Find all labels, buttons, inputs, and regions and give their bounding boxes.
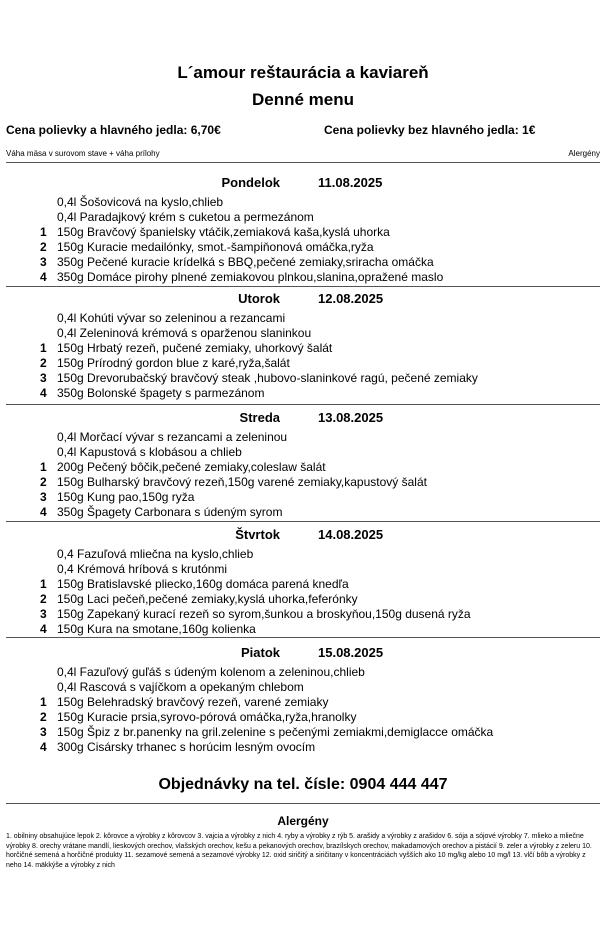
soup-item: 0,4l Morčací vývar s rezancami a zeleninou (57, 430, 288, 444)
day-date: 11.08.2025 (318, 175, 383, 190)
dish-item: 2 150g Bulharský bravčový rezeň,150g varené zemiaky,kapustový šalát (40, 475, 427, 489)
day-header (0, 175, 606, 195)
soup-item: 0,4l Zeleninová krémová s oparženou slaninkou (57, 326, 312, 340)
divider (6, 404, 600, 405)
day-name: Utorok (238, 291, 280, 306)
divider (6, 521, 600, 522)
soup-item: 0,4l Kohúti vývar so zeleninou a rezancami (57, 311, 286, 325)
info-row (6, 149, 600, 158)
allergens-list: 1. obilniny obsahujúce lepok 2. kôrovce a výrobky z kôrovcov 3. vajcia a výrobky z nich 4. ryby a výrobky z rýb 5. arašidy a výrobky z arašidov 6. sója a sójové výrobky 7. mlieko a mliečne výrobky 8. orechy vrátane mandlí, lieskových orechov, vlašských orechov, kešu a pekanových orechov, brazílskych orechov, makadamových orechov a pistácií 9. zeler a výrobky z zeleru 10. horčičné semená a horčičné produkty 11. sezamové semená a sezamové výrobky 12. oxid siričitý a siričitany v koncentráciách vyšších ako 10 mg/kg alebo 10 mg/l 13. vlčí bôb a výrobky z neho 14. mäkkýše a výrobky z nich (6, 833, 592, 869)
divider (6, 286, 600, 287)
allergens-label: Alergény (568, 149, 600, 158)
allergens-title: Alergény (277, 814, 329, 828)
soup-item: 0,4l Rascová s vajíčkom a opekaným chlebom (57, 680, 304, 694)
divider (6, 803, 600, 804)
day-header (0, 527, 606, 547)
dish-item: 1 200g Pečený bôčik,pečené zemiaky,coleslaw šalát (40, 460, 326, 474)
day-header (0, 645, 606, 665)
day-date: 14.08.2025 (318, 527, 384, 542)
day-date: 15.08.2025 (318, 645, 384, 660)
soup-item: 0,4 Fazuľová mliečna na kyslo,chlieb (57, 547, 254, 561)
day-header (0, 291, 606, 311)
soup-item: 0,4l Kapustová s klobásou a chlieb (57, 445, 242, 459)
day-block-thursday (0, 527, 606, 637)
restaurant-title: L´amour reštaurácia a kaviareň (177, 63, 429, 82)
dish-item: 1 150g Bratislavské pliecko,160g domáca parená knedľa (40, 577, 349, 591)
menu-title: Denné menu (251, 90, 355, 109)
day-block-wednesday (0, 410, 606, 520)
weight-note: Váha mäsa v surovom stave + váha prílohy (6, 149, 160, 158)
divider (6, 162, 600, 163)
day-date: 13.08.2025 (318, 410, 384, 425)
day-name: Streda (239, 410, 280, 425)
dish-item: 3 150g Zapekaný kurací rezeň so syrom,šunkou a broskyňou,150g dusená ryža (40, 607, 471, 621)
soup-item: 0,4l Paradajkový krém s cuketou a permezánom (57, 210, 314, 224)
day-header (0, 410, 606, 430)
day-block-monday (0, 175, 606, 285)
day-name: Štvrtok (235, 527, 280, 542)
day-date: 12.08.2025 (318, 291, 384, 306)
dish-item: 4 350g Domáce pirohy plnené zemiakovou plnkou,slanina,opražené maslo (40, 270, 444, 284)
dish-item: 2 150g Kuracie prsia,syrovo-pórová omáčka,ryža,hranolky (40, 710, 357, 724)
dish-item: 4 300g Cisársky trhanec s horúcim lesným ovocím (40, 740, 316, 754)
dish-item: 1 150g Hrbatý rezeň, pučené zemiaky, uhorkový šalát (40, 341, 333, 355)
dish-item: 3 150g Kung pao,150g ryža (40, 490, 195, 504)
dish-item: 1 150g Bravčový španielsky vtáčik,zemiaková kaša,kyslá uhorka (40, 225, 390, 239)
day-block-friday (0, 645, 606, 755)
soup-item: 0,4 Krémová hríbová s krutónmi (57, 562, 228, 576)
soup-item: 0,4l Šošovicová na kyslo,chlieb (57, 195, 224, 209)
dish-item: 2 150g Kuracie medailónky, smot.-šampiňonová omáčka,ryža (40, 240, 374, 254)
price-with-main: Cena polievky a hlavného jedla: 6,70€ (6, 123, 221, 137)
dish-item: 1 150g Belehradský bravčový rezeň, varené zemiaky (40, 695, 329, 709)
dish-item: 4 150g Kura na smotane,160g kolienka (40, 622, 256, 636)
day-name: Pondelok (221, 175, 280, 190)
dish-item: 4 350g Špagety Carbonara s údeným syrom (40, 505, 283, 519)
dish-item: 3 150g Drevorubačský bravčový steak ,hubovo-slaninkové ragú, pečené zemiaky (40, 371, 478, 385)
soup-item: 0,4l Fazuľový guľáš s údeným kolenom a zeleninou,chlieb (57, 665, 365, 679)
dish-item: 3 350g Pečené kuracie krídelká s BBQ,pečené zemiaky,sriracha omáčka (40, 255, 434, 269)
dish-item: 3 150g Špiz z br.panenky na gril.zelenine s pečenými zemiakmi,demiglacce omáčka (40, 725, 494, 739)
dish-item: 4 350g Bolonské špagety s parmezánom (40, 386, 265, 400)
dish-item: 2 150g Prírodný gordon blue z karé,ryža,šalát (40, 356, 290, 370)
day-name: Piatok (240, 645, 280, 660)
divider (6, 637, 600, 638)
price-without-main: Cena polievky bez hlavného jedla: 1€ (324, 123, 536, 137)
dish-item: 2 150g Laci pečeň,pečené zemiaky,kyslá uhorka,feferónky (40, 592, 358, 606)
order-phone: Objednávky na tel. čísle: 0904 444 447 (158, 776, 448, 793)
day-block-tuesday (0, 291, 606, 401)
